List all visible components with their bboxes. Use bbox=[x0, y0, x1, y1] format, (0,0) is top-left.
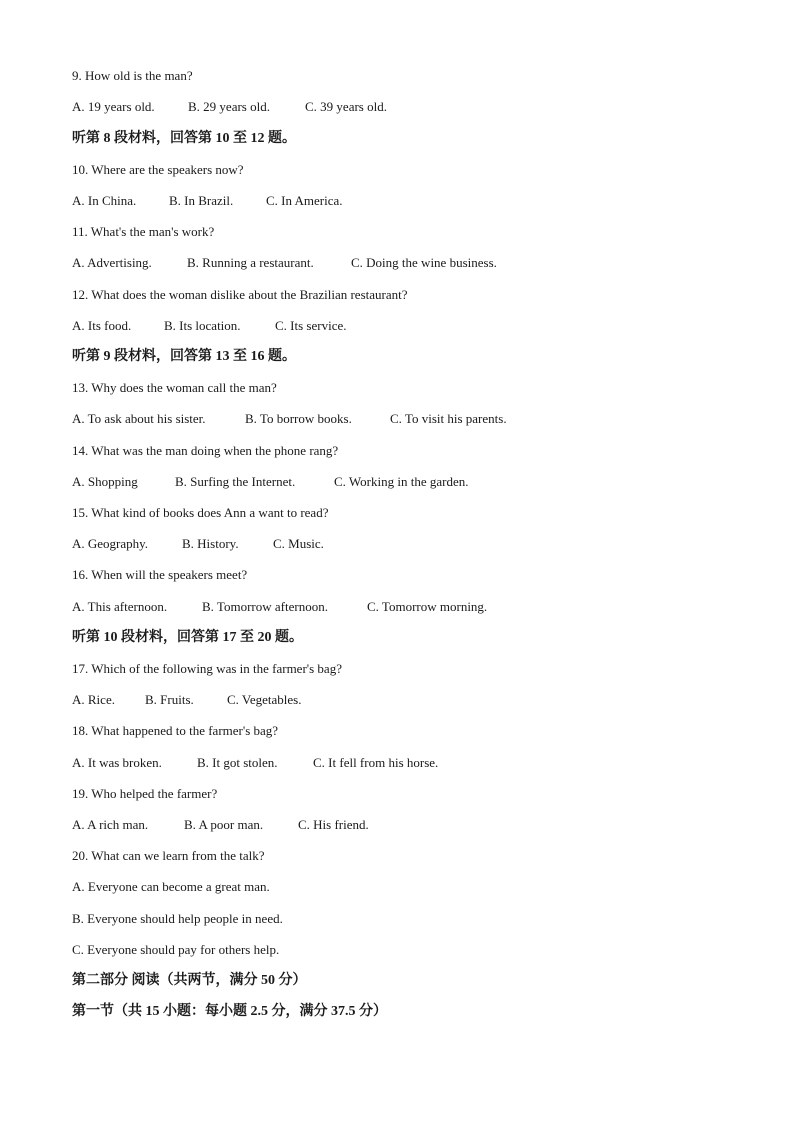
q10-options bbox=[72, 193, 343, 209]
q13-options bbox=[72, 411, 507, 427]
q10-question: 10. Where are the speakers now? bbox=[72, 162, 244, 177]
q15-option-c: C. Music. bbox=[273, 536, 324, 551]
q9-option-a: A. 19 years old. bbox=[72, 99, 155, 114]
part-2-heading: 第二部分 阅读（共两节，满分 50 分） bbox=[72, 973, 307, 988]
q15-option-a: A. Geography. bbox=[72, 536, 149, 551]
q13-option-a: A. To ask about his sister. bbox=[72, 411, 206, 426]
q9-question: 9. How old is the man? bbox=[72, 68, 193, 83]
q19-question: 19. Who helped the farmer? bbox=[72, 786, 218, 801]
q14-option-a: A. Shopping bbox=[72, 474, 138, 489]
q11-option-b: B. Running a restaurant. bbox=[187, 255, 314, 270]
q9-option-b: B. 29 years old. bbox=[188, 99, 270, 114]
q12-option-b: B. Its location. bbox=[164, 318, 241, 333]
q15-option-b: B. History. bbox=[182, 536, 239, 551]
q18-question: 18. What happened to the farmer's bag? bbox=[72, 723, 279, 738]
section-9-heading: 听第 9 段材料，回答第 13 至 16 题。 bbox=[72, 349, 296, 364]
q11-question: 11. What's the man's work? bbox=[72, 224, 215, 239]
q20-option-a: A. Everyone can become a great man. bbox=[72, 879, 270, 894]
section-8-heading: 听第 8 段材料，回答第 10 至 12 题。 bbox=[72, 131, 296, 146]
q18-option-a: A. It was broken. bbox=[72, 755, 162, 770]
q20-option-c: C. Everyone should pay for others help. bbox=[72, 942, 280, 957]
q16-option-c: C. Tomorrow morning. bbox=[367, 599, 488, 614]
q14-options bbox=[72, 474, 468, 490]
q17-question: 17. Which of the following was in the farmer's bag? bbox=[72, 661, 342, 676]
q13-question: 13. Why does the woman call the man? bbox=[72, 380, 277, 395]
q19-option-b: B. A poor man. bbox=[184, 817, 264, 832]
q10-option-a: A. In China. bbox=[72, 193, 137, 208]
q12-question: 12. What does the woman dislike about the Brazilian restaurant? bbox=[72, 287, 408, 302]
q14-option-b: B. Surfing the Internet. bbox=[175, 474, 296, 489]
q20-question: 20. What can we learn from the talk? bbox=[72, 848, 265, 863]
section-10-heading: 听第 10 段材料，回答第 17 至 20 题。 bbox=[72, 630, 303, 645]
q10-option-b: B. In Brazil. bbox=[169, 193, 234, 208]
q19-option-a: A. A rich man. bbox=[72, 817, 149, 832]
q16-option-a: A. This afternoon. bbox=[72, 599, 168, 614]
q17-options bbox=[72, 692, 302, 708]
q9-options bbox=[72, 99, 387, 115]
q12-option-c: C. Its service. bbox=[275, 318, 347, 333]
q20-option-b: B. Everyone should help people in need. bbox=[72, 911, 283, 926]
q12-option-a: A. Its food. bbox=[72, 318, 132, 333]
q17-option-b: B. Fruits. bbox=[145, 692, 194, 707]
q19-options bbox=[72, 817, 369, 833]
section-1-heading: 第一节（共 15 小题：每小题 2.5 分，满分 37.5 分） bbox=[72, 1004, 387, 1019]
q17-option-a: A. Rice. bbox=[72, 692, 115, 707]
q18-option-c: C. It fell from his horse. bbox=[313, 755, 439, 770]
q9-option-c: C. 39 years old. bbox=[305, 99, 387, 114]
q16-options bbox=[72, 599, 487, 615]
q17-option-c: C. Vegetables. bbox=[227, 692, 302, 707]
q11-option-a: A. Advertising. bbox=[72, 255, 152, 270]
q11-options bbox=[72, 255, 497, 271]
q15-question: 15. What kind of books does Ann a want to read? bbox=[72, 505, 329, 520]
q11-option-c: C. Doing the wine business. bbox=[351, 255, 497, 270]
q15-options bbox=[72, 536, 324, 552]
q14-option-c: C. Working in the garden. bbox=[334, 474, 469, 489]
q10-option-c: C. In America. bbox=[266, 193, 343, 208]
q13-option-b: B. To borrow books. bbox=[245, 411, 352, 426]
q14-question: 14. What was the man doing when the phone rang? bbox=[72, 443, 339, 458]
q16-option-b: B. Tomorrow afternoon. bbox=[202, 599, 328, 614]
q12-options bbox=[72, 318, 346, 334]
q18-option-b: B. It got stolen. bbox=[197, 755, 278, 770]
q13-option-c: C. To visit his parents. bbox=[390, 411, 507, 426]
q18-options bbox=[72, 755, 438, 771]
q19-option-c: C. His friend. bbox=[298, 817, 369, 832]
q16-question: 16. When will the speakers meet? bbox=[72, 567, 248, 582]
